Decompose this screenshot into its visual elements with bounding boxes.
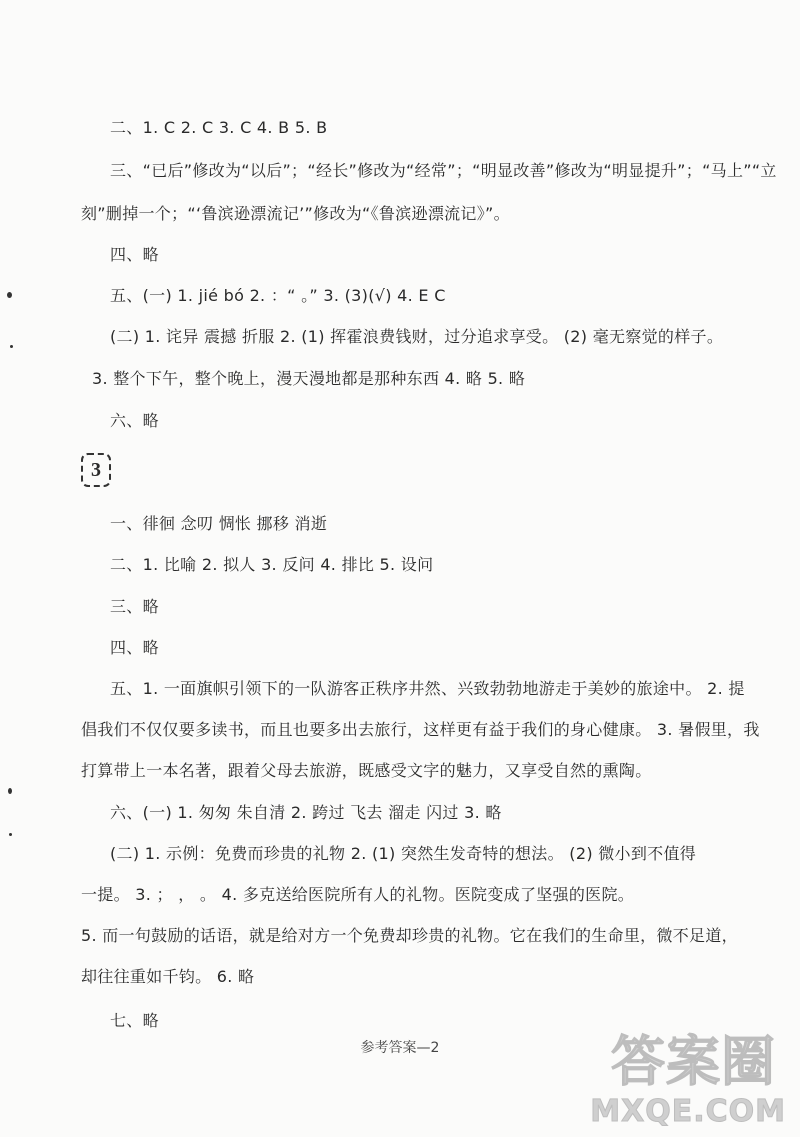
- answer-line: 七、略: [110, 1011, 159, 1030]
- answer-line: 五、(一) 1. jié bó 2. ：“ 。” 3. (3)(√) 4. E C: [110, 286, 446, 305]
- page-footer: 参考答案—2: [360, 1040, 440, 1056]
- answer-line: 五、1. 一面旗帜引领下的一队游客正秩序井然、兴致勃勃地游走于美妙的旅途中。 2. 提: [110, 679, 745, 698]
- section-number-badge: 3: [81, 453, 111, 487]
- answer-line: 四、略: [110, 638, 159, 657]
- answer-line: 打算带上一本名著，跟着父母去旅游，既感受文字的魅力，又享受自然的熏陶。: [81, 761, 652, 780]
- answer-line: 一提。 3. ； ， 。 4. 多克送给医院所有人的礼物。医院变成了坚强的医院。: [81, 885, 635, 904]
- watermark-logo-text: 答案圈: [611, 1030, 776, 1093]
- watermark-url-text: MXQE.COM: [590, 1094, 786, 1129]
- answer-line: 三、略: [110, 597, 159, 616]
- answer-line: (二) 1. 示例：免费而珍贵的礼物 2. (1) 突然生发奇特的想法。 (2) 微小到不值得: [110, 844, 697, 863]
- site-watermark: [590, 1019, 786, 1129]
- answer-line: 3. 整个下午，整个晚上，漫天漫地都是那种东西 4. 略 5. 略: [92, 369, 526, 388]
- answer-line: 倡我们不仅仅要多读书，而且也要多出去旅行，这样更有益于我们的身心健康。 3. 暑假里，我: [81, 720, 760, 739]
- answer-line: 六、略: [110, 411, 159, 430]
- answer-line: 却往往重如千钧。 6. 略: [81, 967, 255, 986]
- answer-line: 六、(一) 1. 匆匆 朱自清 2. 跨过 飞去 溜走 闪过 3. 略: [110, 803, 502, 822]
- answer-line: 刻”删掉一个；“‘鲁滨逊漂流记’”修改为“《鲁滨逊漂流记》”。: [81, 204, 510, 223]
- scan-speck: [9, 833, 12, 836]
- answer-line: 三、“已后”修改为“以后”；“经长”修改为“经常”；“明显改善”修改为“明显提升”；“马上”“立: [110, 161, 777, 180]
- answer-line: 5. 而一句鼓励的话语，就是给对方一个免费却珍贵的礼物。它在我们的生命里，微不足道，: [81, 926, 738, 945]
- answer-line: (二) 1. 诧异 震撼 折服 2. (1) 挥霍浪费钱财，过分追求享受。 (2) 毫无察觉的样子。: [110, 327, 724, 346]
- answer-line: 四、略: [110, 245, 159, 264]
- answer-line: 二、1. C 2. C 3. C 4. B 5. B: [110, 118, 328, 137]
- scan-speck: [7, 292, 12, 298]
- answer-line: 一、徘徊 念叨 惆怅 挪移 消逝: [110, 514, 328, 533]
- scan-speck: [8, 788, 12, 794]
- answer-line: 二、1. 比喻 2. 拟人 3. 反问 4. 排比 5. 设问: [110, 555, 434, 574]
- scan-speck: [10, 345, 13, 348]
